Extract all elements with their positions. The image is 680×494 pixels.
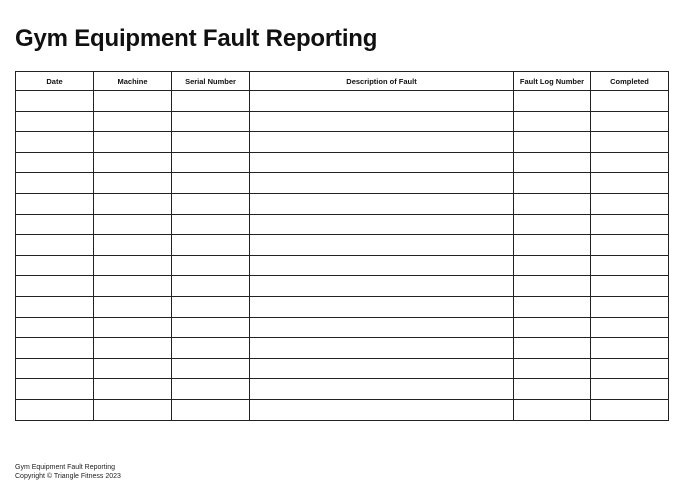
cell-completed[interactable] [591, 358, 669, 379]
footer-document-name: Gym Equipment Fault Reporting [15, 464, 115, 471]
cell-fault-log-number[interactable] [514, 399, 591, 420]
cell-serial-number[interactable] [172, 132, 250, 153]
cell-fault-log-number[interactable] [514, 296, 591, 317]
cell-completed[interactable] [591, 152, 669, 173]
cell-machine[interactable] [94, 152, 172, 173]
header-row [16, 72, 669, 91]
cell-machine[interactable] [94, 132, 172, 153]
cell-completed[interactable] [591, 296, 669, 317]
cell-machine[interactable] [94, 317, 172, 338]
cell-machine[interactable] [94, 379, 172, 400]
column-header-date: Date [16, 72, 94, 91]
cell-fault-log-number[interactable] [514, 214, 591, 235]
footer [15, 463, 121, 481]
cell-machine[interactable] [94, 235, 172, 256]
table-row [16, 173, 669, 194]
cell-fault-log-number[interactable] [514, 235, 591, 256]
cell-date[interactable] [16, 152, 94, 173]
cell-completed[interactable] [591, 379, 669, 400]
cell-description-of-fault[interactable] [250, 276, 514, 297]
fault-log-table [15, 71, 669, 421]
cell-description-of-fault[interactable] [250, 399, 514, 420]
cell-serial-number[interactable] [172, 111, 250, 132]
cell-machine[interactable] [94, 214, 172, 235]
cell-description-of-fault[interactable] [250, 379, 514, 400]
cell-serial-number[interactable] [172, 296, 250, 317]
table-row [16, 111, 669, 132]
cell-date[interactable] [16, 91, 94, 112]
cell-date[interactable] [16, 399, 94, 420]
table-row [16, 276, 669, 297]
cell-date[interactable] [16, 193, 94, 214]
cell-completed[interactable] [591, 193, 669, 214]
cell-completed[interactable] [591, 276, 669, 297]
table-row [16, 317, 669, 338]
cell-machine[interactable] [94, 255, 172, 276]
cell-description-of-fault[interactable] [250, 296, 514, 317]
cell-completed[interactable] [591, 132, 669, 153]
cell-date[interactable] [16, 338, 94, 359]
cell-fault-log-number[interactable] [514, 276, 591, 297]
column-header-serial-number: Serial Number [172, 72, 250, 91]
cell-machine[interactable] [94, 276, 172, 297]
cell-fault-log-number[interactable] [514, 317, 591, 338]
table-row [16, 379, 669, 400]
cell-completed[interactable] [591, 173, 669, 194]
cell-fault-log-number[interactable] [514, 173, 591, 194]
table-row [16, 358, 669, 379]
table-row [16, 91, 669, 112]
cell-fault-log-number[interactable] [514, 338, 591, 359]
cell-machine[interactable] [94, 358, 172, 379]
cell-date[interactable] [16, 132, 94, 153]
cell-description-of-fault[interactable] [250, 214, 514, 235]
cell-machine[interactable] [94, 173, 172, 194]
table-row [16, 193, 669, 214]
cell-fault-log-number[interactable] [514, 193, 591, 214]
table-row [16, 399, 669, 420]
cell-description-of-fault[interactable] [250, 173, 514, 194]
cell-machine[interactable] [94, 338, 172, 359]
cell-description-of-fault[interactable] [250, 358, 514, 379]
cell-machine[interactable] [94, 399, 172, 420]
cell-serial-number[interactable] [172, 379, 250, 400]
cell-date[interactable] [16, 358, 94, 379]
cell-serial-number[interactable] [172, 399, 250, 420]
footer-copyright: Copyright © Triangle Fitness 2023 [15, 473, 121, 480]
column-header-machine: Machine [94, 72, 172, 91]
cell-description-of-fault[interactable] [250, 193, 514, 214]
cell-completed[interactable] [591, 338, 669, 359]
cell-serial-number[interactable] [172, 173, 250, 194]
cell-serial-number[interactable] [172, 358, 250, 379]
cell-description-of-fault[interactable] [250, 91, 514, 112]
cell-description-of-fault[interactable] [250, 338, 514, 359]
cell-fault-log-number[interactable] [514, 111, 591, 132]
cell-fault-log-number[interactable] [514, 152, 591, 173]
cell-completed[interactable] [591, 317, 669, 338]
cell-date[interactable] [16, 379, 94, 400]
cell-fault-log-number[interactable] [514, 91, 591, 112]
cell-completed[interactable] [591, 399, 669, 420]
cell-fault-log-number[interactable] [514, 132, 591, 153]
page-title: Gym Equipment Fault Reporting [15, 25, 378, 52]
cell-fault-log-number[interactable] [514, 358, 591, 379]
cell-date[interactable] [16, 276, 94, 297]
cell-date[interactable] [16, 214, 94, 235]
cell-serial-number[interactable] [172, 91, 250, 112]
table-row [16, 152, 669, 173]
cell-description-of-fault[interactable] [250, 317, 514, 338]
cell-description-of-fault[interactable] [250, 255, 514, 276]
cell-serial-number[interactable] [172, 193, 250, 214]
table-row [16, 255, 669, 276]
table-row [16, 235, 669, 256]
cell-serial-number[interactable] [172, 255, 250, 276]
column-header-description-of-fault: Description of Fault [250, 72, 514, 91]
cell-completed[interactable] [591, 111, 669, 132]
cell-completed[interactable] [591, 255, 669, 276]
cell-date[interactable] [16, 235, 94, 256]
cell-machine[interactable] [94, 296, 172, 317]
cell-date[interactable] [16, 296, 94, 317]
table-row [16, 296, 669, 317]
cell-fault-log-number[interactable] [514, 255, 591, 276]
cell-fault-log-number[interactable] [514, 379, 591, 400]
cell-serial-number[interactable] [172, 317, 250, 338]
cell-completed[interactable] [591, 214, 669, 235]
cell-serial-number[interactable] [172, 338, 250, 359]
cell-completed[interactable] [591, 91, 669, 112]
cell-machine[interactable] [94, 91, 172, 112]
column-header-completed: Completed [591, 72, 669, 91]
cell-date[interactable] [16, 255, 94, 276]
table-row [16, 338, 669, 359]
table-row [16, 132, 669, 153]
cell-completed[interactable] [591, 235, 669, 256]
table-row [16, 214, 669, 235]
cell-serial-number[interactable] [172, 214, 250, 235]
cell-machine[interactable] [94, 111, 172, 132]
cell-date[interactable] [16, 173, 94, 194]
column-header-fault-log-number: Fault Log Number [514, 72, 591, 91]
cell-description-of-fault[interactable] [250, 235, 514, 256]
table-body [16, 91, 669, 421]
cell-serial-number[interactable] [172, 235, 250, 256]
cell-description-of-fault[interactable] [250, 111, 514, 132]
cell-machine[interactable] [94, 193, 172, 214]
cell-serial-number[interactable] [172, 276, 250, 297]
cell-serial-number[interactable] [172, 152, 250, 173]
cell-date[interactable] [16, 317, 94, 338]
cell-description-of-fault[interactable] [250, 132, 514, 153]
cell-description-of-fault[interactable] [250, 152, 514, 173]
cell-date[interactable] [16, 111, 94, 132]
